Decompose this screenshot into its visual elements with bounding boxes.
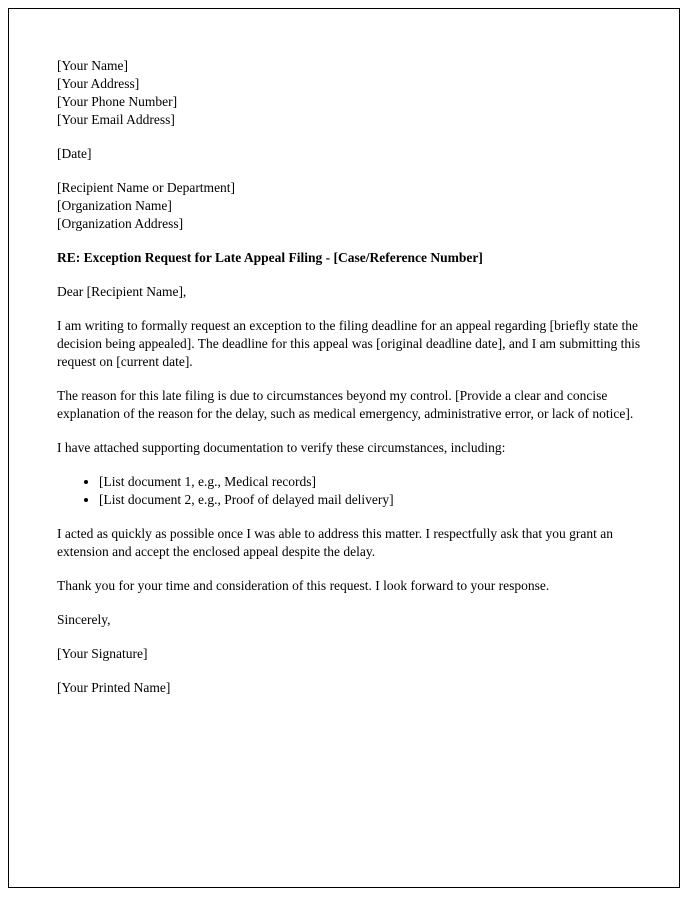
list-item-document-1: • [List document 1, e.g., Medical records]: [99, 473, 643, 491]
sender-phone: [Your Phone Number]: [57, 94, 178, 109]
body-paragraph-3: I have attached supporting documentation to verify these circumstances, including:: [57, 440, 506, 455]
recipient-organization-address: [Organization Address]: [57, 216, 184, 231]
sender-name: [Your Name]: [57, 58, 128, 73]
signature-line: [Your Signature]: [57, 646, 148, 661]
document-border-frame: [8, 8, 680, 888]
recipient-organization: [Organization Name]: [57, 198, 172, 213]
salutation: Dear [Recipient Name],: [57, 284, 187, 299]
sender-email: [Your Email Address]: [57, 112, 175, 127]
recipient-address-block: [57, 179, 643, 233]
list-item-document-2: • [List document 2, e.g., Proof of delayed mail delivery]: [99, 491, 643, 509]
subject-line: RE: Exception Request for Late Appeal Filing - [Case/Reference Number]: [57, 250, 483, 265]
body-paragraph-1: I am writing to formally request an exception to the filing deadline for an appeal regarding [briefly state the decision being appealed]. The deadline for this appeal was [original deadline date], and I am submitting this request on [current date].: [57, 318, 641, 369]
body-paragraph-5: Thank you for your time and consideration of this request. I look forward to your response.: [57, 578, 550, 593]
supporting-documents-list: [57, 473, 643, 509]
date-line: [Date]: [57, 146, 92, 161]
sender-address-block: [57, 57, 643, 129]
letter-content: [57, 57, 643, 713]
closing-line: Sincerely,: [57, 612, 111, 627]
sender-address: [Your Address]: [57, 76, 140, 91]
body-paragraph-4: I acted as quickly as possible once I was able to address this matter. I respectfully ask that you grant an extension and accept the enclosed appeal despite the delay.: [57, 526, 613, 559]
recipient-name: [Recipient Name or Department]: [57, 180, 236, 195]
printed-name-line: [Your Printed Name]: [57, 680, 171, 695]
body-paragraph-2: The reason for this late filing is due to circumstances beyond my control. [Provide a clear and concise explanation of the reason for the delay, such as medical emergency, administrative error, or lack of notice].: [57, 388, 634, 421]
